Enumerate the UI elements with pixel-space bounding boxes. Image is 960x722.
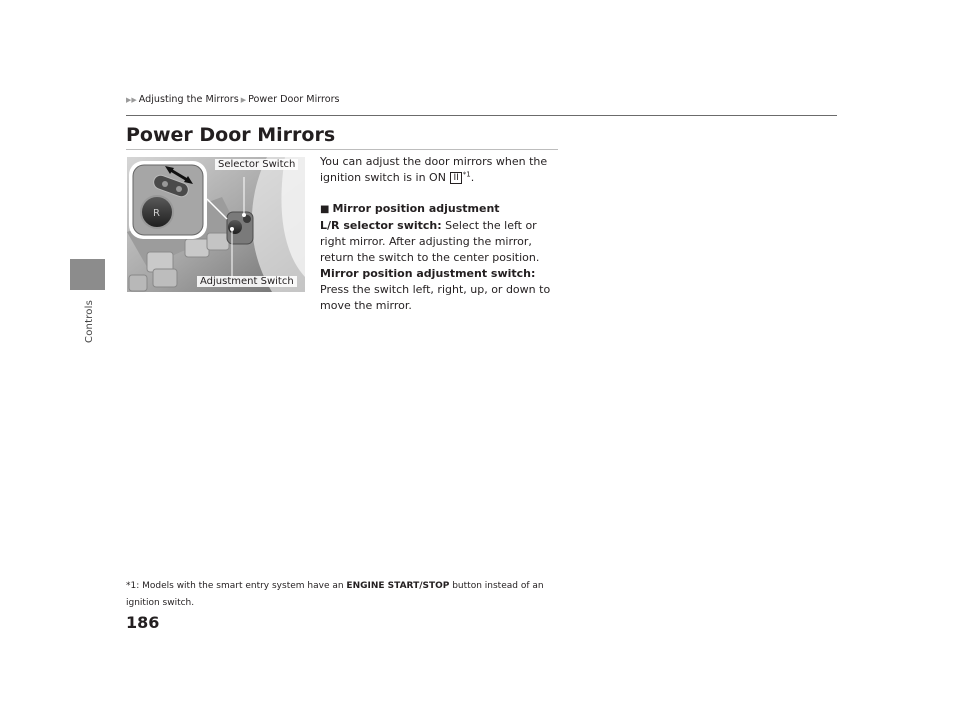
- selector-switch-callout: Selector Switch: [215, 159, 298, 170]
- adjustment-switch-description: Mirror position adjustment switch: Press the switch left, right, up, or down to move the mirror.: [320, 267, 551, 312]
- header-rule: [126, 115, 837, 116]
- adjustment-switch-callout: Adjustment Switch: [197, 276, 297, 287]
- section-heading: ■ Mirror position adjustment: [320, 202, 500, 215]
- lr-selector-description: L/R selector switch: Select the left or right mirror. After adjusting the mirror, return the switch to the center position.: [320, 219, 540, 264]
- breadcrumb-marker-icon: ▶▶: [126, 95, 137, 104]
- page-number: 186: [126, 613, 160, 632]
- section-tab: [70, 259, 105, 290]
- title-rule: [126, 149, 558, 150]
- intro-paragraph: You can adjust the door mirrors when the ignition switch is in ON II $^{*1}$.: [320, 155, 548, 184]
- door-panel-illustration: [127, 157, 305, 292]
- body-text: [320, 154, 560, 314]
- breadcrumb: [126, 94, 340, 105]
- svg-text:R: R: [153, 208, 160, 219]
- footnote: *1: Models with the smart entry system have an ENGINE START/STOP button instead of an ignition switch.: [126, 581, 544, 608]
- mirror-switch-photo: [127, 157, 305, 292]
- engine-start-stop-keyword: ENGINE START/STOP: [346, 581, 450, 591]
- breadcrumb-separator-icon: ▶: [240, 95, 247, 104]
- section-label: Controls: [84, 300, 95, 343]
- page-title: Power Door Mirrors: [126, 124, 336, 146]
- footnote-marker[interactable]: *1: [462, 170, 471, 179]
- section-bullet-icon: ■: [320, 204, 330, 215]
- ignition-position-box: II: [450, 172, 461, 184]
- breadcrumb-item-power-door-mirrors[interactable]: Power Door Mirrors: [248, 94, 340, 105]
- breadcrumb-item-adjusting-mirrors[interactable]: Adjusting the Mirrors: [138, 94, 239, 105]
